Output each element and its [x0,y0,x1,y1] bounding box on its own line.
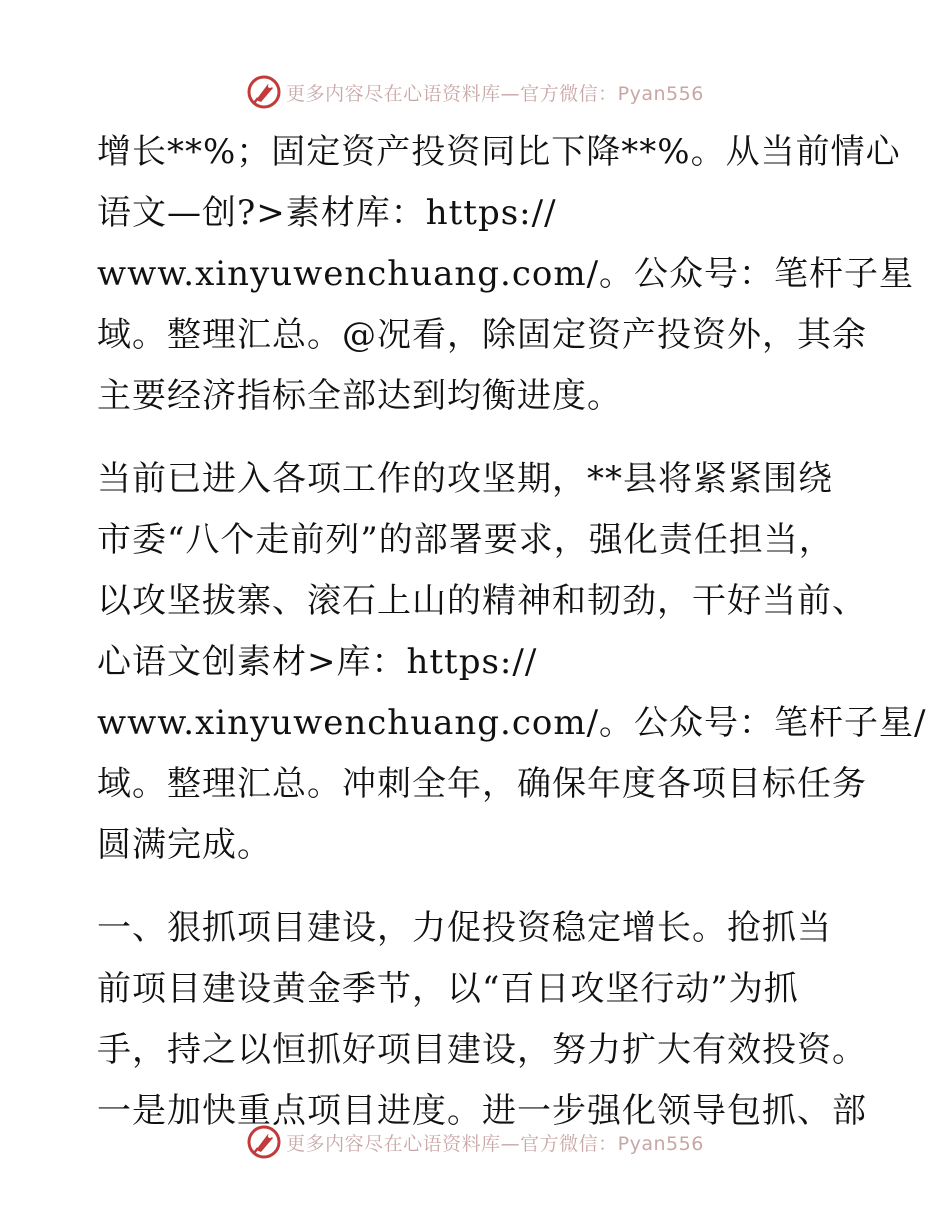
footer-banner-text: 更多内容尽在心语资料库—官方微信：Pyan556 [286,1132,704,1155]
text-line: www.xinyuwenchuang.com/。公众号：笔杆子星/ [97,703,927,743]
text-line: 主要经济指标全部达到均衡进度。 [97,376,622,416]
text-line: 心语文创素材>库：https:// [97,642,538,682]
paragraph [97,898,867,1142]
text-line: 手，持之以恒抓好项目建设，努力扩大有效投资。 [97,1030,867,1070]
pen-nib-logo-icon [246,1124,282,1160]
text-line: 语文—创?>素材库：https:// [97,193,557,233]
text-line: 以攻坚拔寨、滚石上山的精神和韧劲，干好当前、 [97,581,867,621]
text-line: www.xinyuwenchuang.com/。公众号：笔杆子星 [97,254,915,294]
pen-nib-logo-icon [246,74,282,110]
paragraph [97,122,915,427]
document-body [97,122,927,1142]
text-line: 一是加快重点项目进度。进一步强化领导包抓、部 [97,1091,867,1131]
text-line: 增长**%；固定资产投资同比下降**%。从当前情心 [97,132,901,172]
header-banner-text: 更多内容尽在心语资料库—官方微信：Pyan556 [286,82,704,105]
header-banner [0,72,950,112]
text-line: 前项目建设黄金季节，以“百日攻坚行动”为抓 [97,969,799,1009]
text-line: 域。整理汇总。@况看，除固定资产投资外，其余 [97,315,867,355]
footer-banner [0,1122,950,1162]
text-line: 圆满完成。 [97,825,272,865]
text-line: 当前已进入各项工作的攻坚期，**县将紧紧围绕 [97,459,833,499]
text-line: 一、狠抓项目建设，力促投资稳定增长。抢抓当 [97,908,832,948]
paragraph [97,449,927,876]
text-line: 域。整理汇总。冲刺全年，确保年度各项目标任务 [97,764,867,804]
text-line: 市委“八个走前列”的部署要求，强化责任担当， [97,520,834,560]
